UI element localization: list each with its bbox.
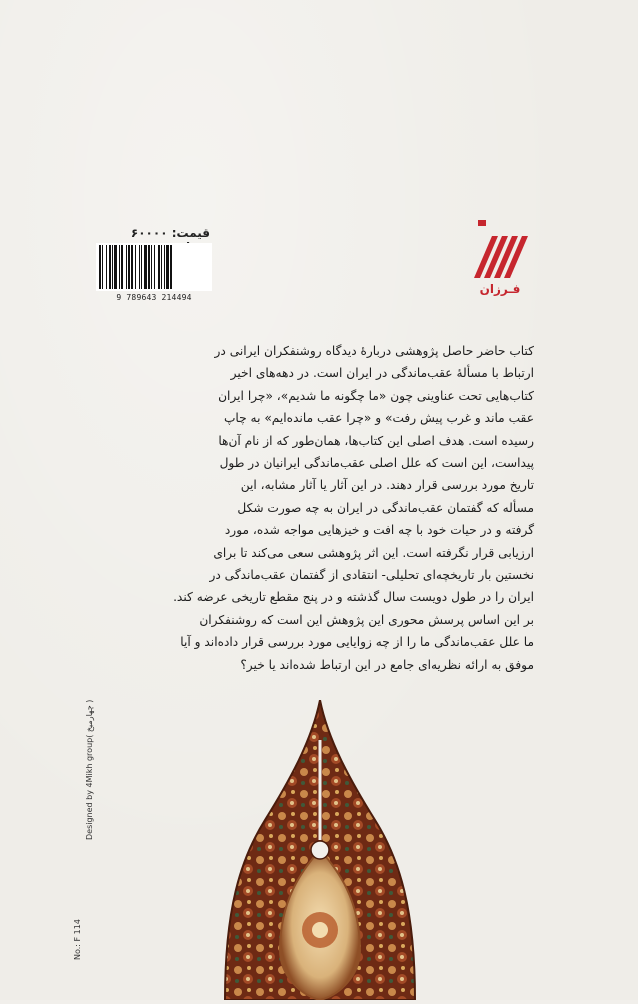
- description-line: بر این اساس پرسش محوری این پژوهش این است که روشنفکران: [199, 612, 534, 627]
- description-line: موفق به ارائه نظریه‌ای جامع در این ارتباط شده‌اند یا خیر؟: [240, 657, 534, 672]
- book-description: [98, 340, 534, 676]
- description-line: ایران را در طول دویست سال گذشته و در پنج مقطع تاریخی عرضه کند.: [173, 590, 534, 605]
- publisher-name: فـرزان: [479, 282, 521, 296]
- description-line: رسیده است. هدف اصلی این کتاب‌ها، همان‌طور که از نام آن‌ها: [218, 433, 534, 448]
- description-line: گرفته و در حیات خود با چه افت و خیزهایی مواجه شده، مورد: [224, 523, 534, 538]
- book-code: No.: F 114: [73, 919, 82, 960]
- description-line: ما علل عقب‌ماندگی ما را از چه زوایایی مورد بررسی قرار داده‌اند و آیا: [180, 635, 534, 650]
- pen-nib-illustration: [210, 700, 430, 1000]
- designer-credit: Designed by 4Mikh group( چهارمیخ ): [85, 699, 94, 840]
- isbn-number: 9 789643 214494: [116, 293, 192, 302]
- description-line: مسأله که گفتمان عقب‌ماندگی در ایران به چه صورت شکل: [237, 500, 534, 515]
- description-line: پیداست، این است که علل اصلی عقب‌ماندگی ایرانیان در طول: [219, 456, 534, 471]
- description-line: عقب ماند و غرب پیش رفت» و «چرا عقب مانده‌ایم» به چاپ: [223, 411, 534, 426]
- barcode: [96, 243, 212, 291]
- description-line: ارزیابی قرار نگرفته است. این اثر پژوهشی سعی می‌کند تا برای: [213, 545, 534, 560]
- description-line: تاریخ مورد بررسی قرار دهند. در این آثار یا آثار مشابه، این: [240, 478, 534, 493]
- price-label: قیمت: ۶۰۰۰۰: [130, 226, 210, 240]
- description-line: ارتباط با مسألهٔ عقب‌ماندگی در ایران است. در دهه‌های اخیر: [230, 366, 534, 381]
- description-line: کتاب حاضر حاصل پژوهشی دربارهٔ دیدگاه روشنفکران ایرانی در: [214, 344, 534, 358]
- description-line: نخستین بار تاریخچه‌ای تحلیلی- انتقادی از گفتمان عقب‌ماندگی در: [209, 568, 534, 583]
- description-line: کتاب‌هایی تحت عناوینی چون «ما چگونه ما شدیم»، «چرا ایران: [218, 388, 534, 403]
